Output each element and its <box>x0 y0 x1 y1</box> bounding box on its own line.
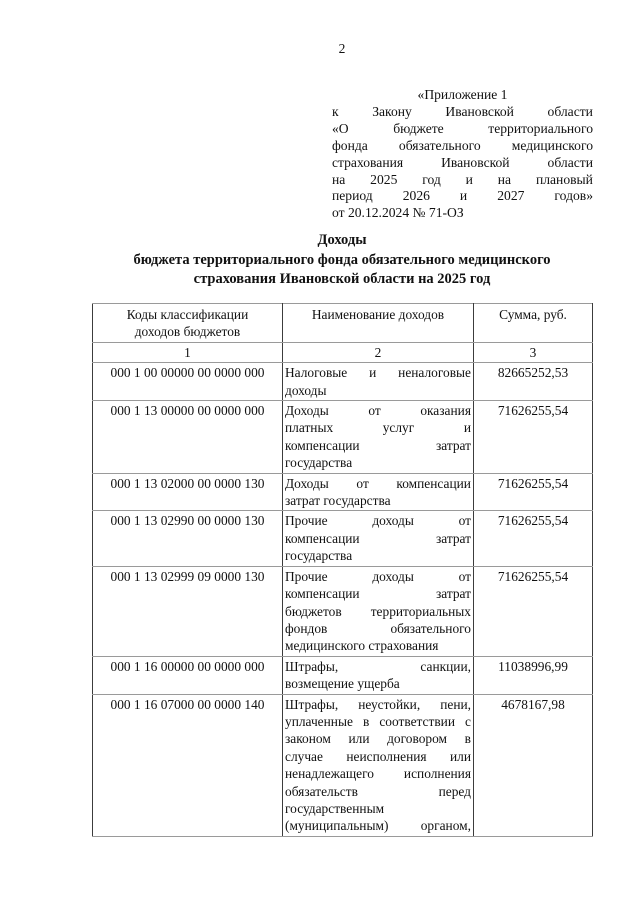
code-cell: 000 1 16 07000 00 0000 140 <box>93 694 283 836</box>
code-cell: 000 1 13 00000 00 0000 000 <box>93 401 283 474</box>
text-line: компенсации затрат <box>285 437 471 453</box>
text-line: медицинского страхования <box>285 638 439 654</box>
name-cell <box>283 473 474 511</box>
name-cell <box>283 566 474 656</box>
text-line: фонда обязательного медицинского <box>332 137 593 153</box>
column-number: 2 <box>283 342 474 362</box>
text-line: фондов обязательного <box>285 620 471 636</box>
text-line: Прочие доходы от <box>285 568 471 584</box>
text-line: бюджетов территориальных <box>285 603 471 619</box>
column-number: 1 <box>93 342 283 362</box>
table-row <box>93 511 593 566</box>
column-header: Сумма, руб. <box>474 304 593 343</box>
sum-cell: 71626255,54 <box>474 473 593 511</box>
text-line: Доходы от компенсации <box>285 475 471 491</box>
text-line: ненадлежащего исполнения <box>285 766 471 782</box>
text-line: от 20.12.2024 № 71-ОЗ <box>332 205 464 221</box>
text-line: к Закону Ивановской области <box>332 103 593 119</box>
code-cell: 000 1 13 02000 00 0000 130 <box>93 473 283 511</box>
column-header: Коды классификации доходов бюджетов <box>93 304 283 343</box>
text-line: государства <box>285 455 353 471</box>
table-row <box>93 694 593 836</box>
table-row <box>93 401 593 474</box>
table-header-row <box>93 304 593 343</box>
code-cell: 000 1 13 02999 09 0000 130 <box>93 566 283 656</box>
text-line: случае неисполнения или <box>285 748 471 764</box>
code-cell: 000 1 16 00000 00 0000 000 <box>93 656 283 694</box>
text-line: обязательств перед <box>285 783 471 799</box>
text-line: платных услуг и <box>285 420 471 436</box>
text-line: Прочие доходы от <box>285 513 471 529</box>
text-line: законом или договором в <box>285 731 471 747</box>
text-line: период 2026 и 2027 годов» <box>332 188 593 204</box>
name-cell <box>283 363 474 401</box>
name-cell <box>283 656 474 694</box>
table-head <box>93 304 593 363</box>
table-row <box>93 656 593 694</box>
text-line: «Приложение 1 <box>417 87 508 102</box>
text-line: государственным <box>285 800 385 816</box>
sum-cell: 4678167,98 <box>474 694 593 836</box>
column-number: 3 <box>474 342 593 362</box>
text-line: компенсации затрат <box>285 586 471 602</box>
name-cell <box>283 401 474 474</box>
text-line: затрат государства <box>285 493 391 509</box>
text-line: государства <box>285 548 353 564</box>
table-row <box>93 363 593 401</box>
revenue-table <box>92 303 593 837</box>
sum-cell: 71626255,54 <box>474 511 593 566</box>
sum-cell: 71626255,54 <box>474 566 593 656</box>
sum-cell: 71626255,54 <box>474 401 593 474</box>
text-line: на 2025 год и на плановый <box>332 171 593 187</box>
text-line: Налоговые и неналоговые <box>285 365 471 381</box>
text-line: (муниципальным) органом, <box>285 818 471 834</box>
page-number: 2 <box>338 41 346 56</box>
name-cell <box>283 511 474 566</box>
appendix-reference-block <box>332 87 593 222</box>
text-line: «О бюджете территориального <box>332 120 593 136</box>
text-line: компенсации затрат <box>285 530 471 546</box>
title-line: страхования Ивановской области на 2025 год <box>193 271 491 288</box>
text-line: Штрафы, неустойки, пени, <box>285 696 471 712</box>
title-line: бюджета территориального фонда обязательного медицинского <box>133 251 551 268</box>
column-header: Наименование доходов <box>283 304 474 343</box>
text-line: Доходы от оказания <box>285 403 471 419</box>
text-line: уплаченные в соответствии с <box>285 713 471 729</box>
name-cell <box>283 694 474 836</box>
table-row <box>93 566 593 656</box>
column-number-row <box>93 342 593 362</box>
sum-cell: 82665252,53 <box>474 363 593 401</box>
text-line: страхования Ивановской области <box>332 154 593 170</box>
text-line: доходы <box>285 382 327 398</box>
table-row <box>93 473 593 511</box>
sum-cell: 11038996,99 <box>474 656 593 694</box>
table-body <box>93 363 593 837</box>
text-line: возмещение ущерба <box>285 676 400 692</box>
text-line: Штрафы, санкции, <box>285 658 471 674</box>
title-line: Доходы <box>317 232 367 248</box>
code-cell: 000 1 13 02990 00 0000 130 <box>93 511 283 566</box>
document-title <box>92 231 592 290</box>
code-cell: 000 1 00 00000 00 0000 000 <box>93 363 283 401</box>
